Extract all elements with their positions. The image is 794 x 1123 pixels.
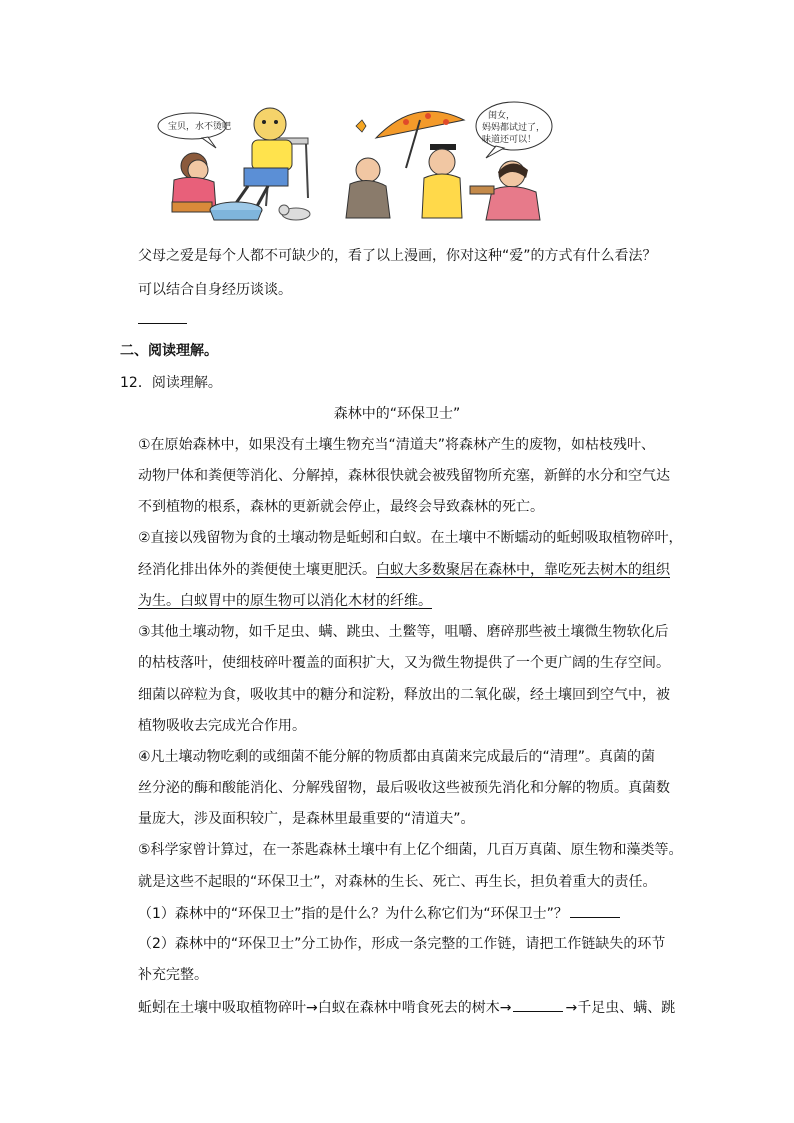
subquestion1-text: （1）森林中的“环保卫士”指的是什么？为什么称它们为“环保卫士”？ (138, 906, 568, 922)
q11-prompt-line2: 可以结合自身经历谈谈。 (138, 282, 292, 298)
q11-answer-blank[interactable] (138, 323, 187, 324)
subquestion2-line1: （2）森林中的“环保卫士”分工协作，形成一条完整的工作链，请把工作链缺失的环节 (138, 936, 666, 952)
comic-foot-washing (156, 98, 324, 226)
subquestion2-line2: 补充完整。 (138, 967, 208, 983)
work-chain-end: →千足虫、螨、跳 (565, 1000, 676, 1016)
paragraph1-line1: ①在原始森林中，如果没有土壤生物充当“清道夫”将森林产生的废物，如枯枝残叶、 (138, 437, 656, 453)
work-chain-start: 蚯蚓在土壤中吸取植物碎叶→白蚁在森林中啃食死去的树木→ (138, 1000, 512, 1016)
comic-right-bubble-line2: 妈妈都试过了， (482, 123, 546, 133)
comic-umbrella-feeding (336, 98, 558, 226)
subquestion1 (0, 903, 794, 923)
comic-right-bubble-line3: 味道还可以！ (482, 135, 537, 145)
work-chain-line (0, 997, 794, 1017)
article-title: 森林中的“环保卫士” (333, 406, 461, 422)
q12-label: 12．阅读理解。 (120, 375, 222, 391)
comic-left-bubble-text: 宝贝，水不烫吧 (168, 122, 232, 132)
paragraph2-line3 (0, 591, 794, 611)
paragraph4-line3: 量庞大，涉及面积较广，是森林里最重要的“清道夫”。 (138, 811, 475, 827)
paragraph1-line2: 动物尸体和粪便等消化、分解掉，森林很快就会被残留物所充塞，新鲜的水分和空气达 (138, 468, 670, 484)
paragraph3-line3: 细菌以碎粒为食，吸收其中的糖分和淀粉，释放出的二氧化碳，经土壤回到空气中，被 (138, 687, 670, 703)
paragraph2-line2-plain: 经消化排出体外的粪便使土壤更肥沃。 (138, 562, 376, 578)
paragraph4-line1: ④凡土壤动物吃剩的或细菌不能分解的物质都由真菌来完成最后的“清理”。真菌的菌 (138, 749, 656, 765)
paragraph4-line2: 丝分泌的酶和酸能消化、分解残留物，最后吸收这些被预先消化和分解的物质。真菌数 (138, 780, 670, 796)
paragraph2-underlined-sentence-b: 为生。白蚁胃中的原生物可以消化木材的纤维。 (138, 593, 432, 609)
subquestion1-answer-blank[interactable] (570, 903, 620, 918)
paragraph2-line1: ②直接以残留物为食的土壤动物是蚯蚓和白蚁。在土壤中不断蠕动的蚯蚓吸取植物碎叶， (138, 530, 683, 546)
paragraph2-line2 (0, 560, 794, 580)
paragraph3-line1: ③其他土壤动物，如千足虫、螨、跳虫、土鳖等，咀嚼、磨碎那些被土壤微生物软化后 (138, 624, 669, 640)
q11-prompt-line1: 父母之爱是每个人都不可缺少的，看了以上漫画，你对这种“爱”的方式有什么看法？ (138, 248, 657, 264)
paragraph1-line3: 不到植物的根系，森林的更新就会停止，最终会导致森林的死亡。 (138, 499, 544, 515)
paragraph2-underlined-sentence-a: 白蚁大多数聚居在森林中，靠吃死去树木的组织 (376, 562, 670, 578)
paragraph3-line4: 植物吸收去完成光合作用。 (138, 718, 306, 734)
section-heading: 二、阅读理解。 (120, 343, 218, 359)
comic-right-bubble-line1: 闺女， (488, 111, 516, 121)
work-chain-answer-blank[interactable] (513, 997, 563, 1012)
paragraph5-line2: 就是这些不起眼的“环保卫士”，对森林的生长、死亡、再生长，担负着重大的责任。 (138, 874, 657, 890)
paragraph5-line1: ⑤科学家曾计算过，在一茶匙森林土壤中有上亿个细菌，几百万真菌、原生物和藻类等。 (138, 842, 683, 858)
paragraph3-line2: 的枯枝落叶，使细枝碎叶覆盖的面积扩大，又为微生物提供了一个更广阔的生存空间。 (138, 655, 670, 671)
